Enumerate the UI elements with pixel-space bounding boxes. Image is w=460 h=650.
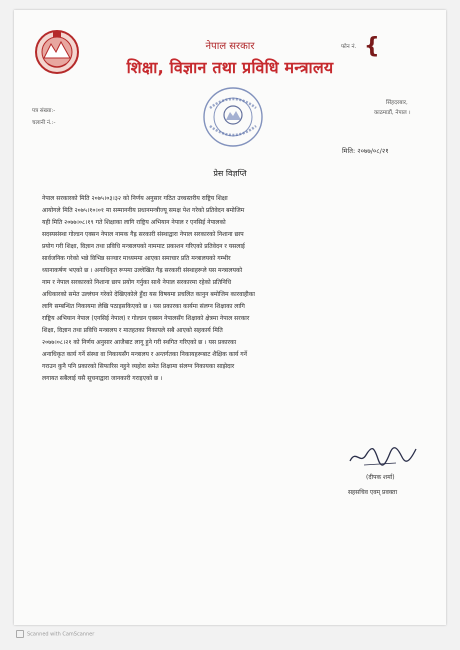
- ministry-seal-stamp: [202, 86, 264, 148]
- scanner-watermark: [16, 630, 94, 638]
- body-line: अधिकारको समेत उल्लंघन गरेको देखिएकोले हुँदा यस विषयमा प्रचलित कानुन बमोजिम कारवाहीका: [42, 291, 255, 298]
- letter-number-label: पत्र संख्या:-: [32, 108, 56, 114]
- body-line: नेपाल सरकारको मिति २०७५।०३।३२ को निर्णय अनुसार गठित उच्चस्तरीय राष्ट्रिय शिक्षा: [42, 195, 228, 202]
- government-name: नेपाल सरकार: [205, 41, 255, 52]
- handwritten-signature: [346, 443, 420, 469]
- address-line-2: काठमाडौं, नेपाल ।: [374, 110, 411, 116]
- body-line: लागि सम्बन्धित निकायमा लेखि पठाइसकिएको छ । यस प्रकारका कार्यमा संलग्न शिक्षाका लागि: [42, 303, 245, 310]
- body-line: गराउन कुनै पनि प्रकारको सिफारिस नहुने व्यहोरा समेत शिक्षामा संलग्न निकायका साझेदार: [42, 363, 235, 370]
- body-line: अनाधिकृत कार्य गर्ने संस्था वा निकायसँग मन्त्रालय र अन्तर्गतका निकायहरूबाट शैक्षिक कार्य गर्ने: [42, 351, 247, 358]
- letter-date: मिति: २०७७/०८/२१: [342, 147, 389, 155]
- ministry-name: शिक्षा, विज्ञान तथा प्रविधि मन्त्रालय: [126, 58, 334, 77]
- body-line: आयोगले मिति २०७५।१०।०१ मा सम्माननीय प्रधानमन्त्रीज्यू समक्ष पेश गरेको प्रतिवेदन बमोजिम: [42, 207, 245, 214]
- body-line: सार्वजनिक गरेको भन्ने विभिन्न सञ्चार माध्यममा आएका समाचार प्रति मन्त्रालयको गम्भीर: [42, 255, 231, 262]
- phone-label: फोन नं.: [341, 44, 357, 50]
- dispatch-number-label: चलानी नं.:-: [32, 120, 56, 126]
- press-release-body: [42, 193, 420, 385]
- body-line: लगायत सबैलाई यसै सूचनाद्वारा जानकारी गराइएको छ ।: [42, 375, 163, 382]
- letter-page: [14, 10, 446, 625]
- press-release-heading: प्रेस विज्ञप्ति: [213, 169, 247, 178]
- body-line: राष्ट्रिय अभियान नेपाल (एनसिई नेपाल) र गोल्डन एक्सन नेपालसँग शिक्षाको क्षेत्रमा नेपाल सरकार: [42, 315, 250, 322]
- address-line-1: सिंहदरबार,: [386, 100, 408, 106]
- body-line: यही मिति २०७७।०८।१९ गते शिक्षाका लागि राष्ट्रिय अभियान नेपाल र एनसिई नेपालको: [42, 219, 226, 226]
- body-line: शिक्षा, विज्ञान तथा प्रविधि मन्त्रालय र मातहतका निकायले सबै आएको सहकार्य मिति: [42, 327, 223, 334]
- scanner-watermark-text: Scanned with CamScanner: [27, 631, 95, 638]
- signatory-designation: सहसचिव एवम् प्रवक्ता: [348, 489, 397, 496]
- body-line: ध्यानाकर्षण भएको छ । अनाधिकृत रूपमा उल्लेखित गैह्र सरकारी संस्थाहरूले यस मन्त्रालयको: [42, 267, 243, 274]
- brace-mark: {: [364, 34, 380, 59]
- signatory-name: (दीपक शर्मा): [366, 474, 395, 481]
- body-line: सदस्यसंस्था गोल्डन एक्सन नेपाल नामक गैह्र सरकारी संस्थाद्वारा नेपाल सरकारको निशाना छाप: [42, 231, 244, 238]
- camscanner-logo-icon: [16, 630, 24, 638]
- body-line: नाम र नेपाल सरकारको निशाना छाप प्रयोग गर्नुका साथै नेपाल सरकारमा रहेको प्रतिनिधि: [42, 279, 232, 286]
- body-line: २०७७।०८।२१ को निर्णय अनुसार आजैबाट लागू हुने गरी स्थगित गरिएको छ । यस प्रकारका: [42, 339, 237, 346]
- body-line: प्रयोग गरी शिक्षा, विज्ञान तथा प्रविधि मन्त्रालयको नाममाट प्रकाशन गरिएको प्रतिवेदन र यसलाई: [42, 243, 245, 250]
